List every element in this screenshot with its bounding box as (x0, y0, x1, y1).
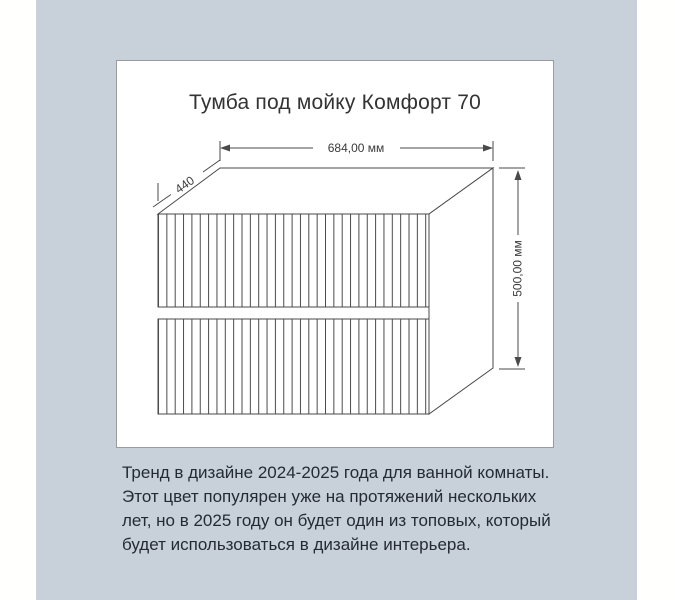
height-dimension (499, 168, 525, 369)
description-text (122, 461, 592, 557)
right-white-strip (637, 0, 675, 600)
width-dimension-label: 684,00 мм (327, 141, 385, 155)
diagram-panel (116, 60, 554, 448)
cabinet-drawer-bottom (158, 319, 429, 414)
description-line: лет, но в 2025 году он будет один из топовых, который (122, 511, 551, 530)
cabinet-drawer-top (158, 214, 429, 307)
description-line: Тренд в дизайне 2024-2025 года для ванной комнаты. (122, 463, 550, 482)
description-line: Этот цвет популярен уже на протяжений нескольких (122, 487, 537, 506)
cabinet-diagram (117, 61, 555, 449)
left-white-strip (0, 0, 36, 600)
width-dimension (220, 141, 493, 161)
description-line: будет использоваться в дизайне интерьера. (122, 535, 471, 554)
depth-dimension-label: 440 (172, 173, 197, 197)
page-title: Тумба под мойку Комфорт 70 (189, 91, 481, 114)
height-dimension-label: 500,00 мм (510, 240, 525, 297)
